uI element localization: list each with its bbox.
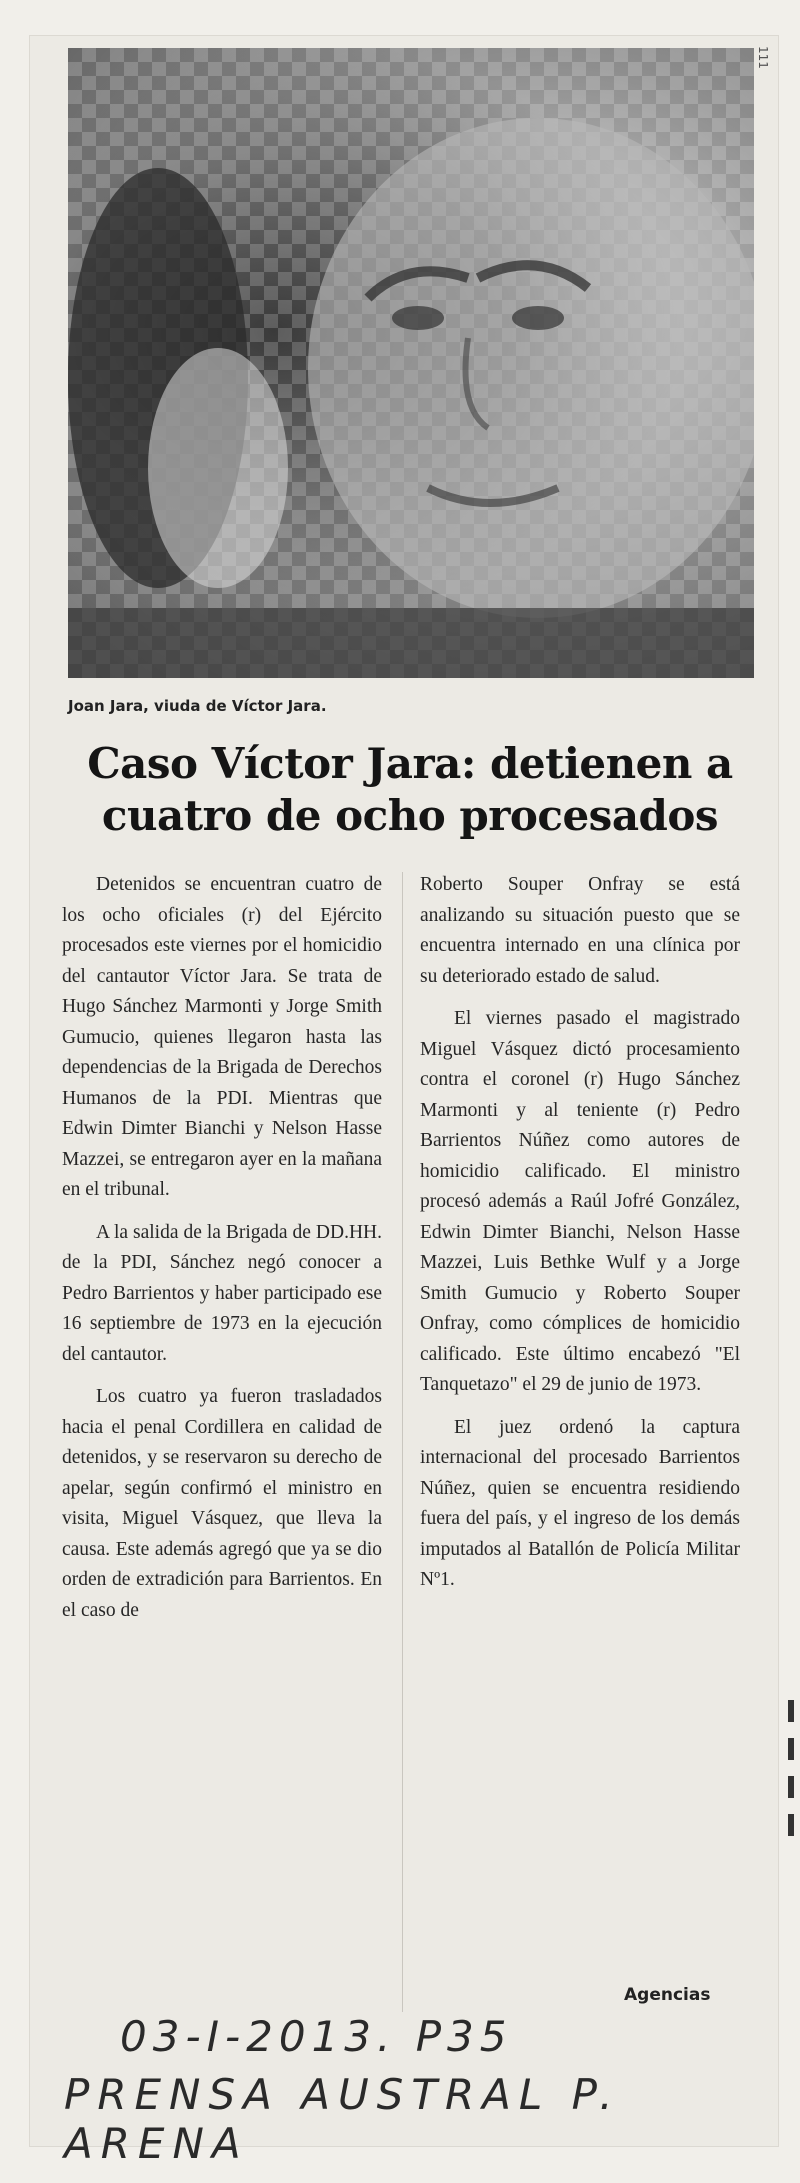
paragraph: Los cuatro ya fueron trasladados hacia el penal Cordillera en calidad de detenidos, y se reservaron su derecho de apelar, según confirmó el ministro en visita, Miguel Vásquez, que lleva la causa. Este además agregó que ya se dio orden de extradición para Barrientos. En el caso de — [62, 1386, 382, 1621]
edge-mark — [788, 1738, 794, 1760]
photo-caption: Joan Jara, viuda de Víctor Jara. — [68, 697, 327, 715]
paragraph: El juez ordenó la captura internacional del procesado Barrientos Núñez, quien se encuentra residiendo fuera del país, y el ingreso de los demás imputados al Batallón de Policía Militar Nº1. — [420, 1416, 740, 1590]
agency-credit: Agencias — [624, 1985, 711, 2005]
handwritten-date-note: 03-I-2013. P35 — [120, 2012, 513, 2061]
article-headline: Caso Víctor Jara: detienen a cuatro de ocho procesados — [87, 739, 733, 840]
paragraph: El viernes pasado el magistrado Miguel Vásquez dictó procesamiento contra el coronel (r) Hugo Sánchez Marmonti y al teniente (r) Pedro Barrientos Núñez como autores de homicidio calificado. El ministro procesó además a Raúl Jofré González, Edwin Dimter Bianchi, Nelson Hasse Mazzei, Luis Bethke Wulf y a Jorge Smith Gumucio y Roberto Souper Onfray, como cómplices de homicidio calificado. Este último encabezó "El Tanquetazo" el 29 de junio de 1973. — [420, 1008, 740, 1395]
edge-mark — [788, 1700, 794, 1722]
handwritten-source-note: PRENSA AUSTRAL P. ARENA — [64, 2070, 621, 2168]
portrait-photo-image — [68, 48, 754, 678]
column-divider — [402, 872, 403, 2012]
paragraph: A la salida de la Brigada de DD.HH. de la PDI, Sánchez negó conocer a Pedro Barrientos y haber participado ese 16 septiembre de 1973 en la ejecución del cantautor. — [62, 1221, 382, 1365]
news-photo — [68, 48, 754, 678]
edge-mark — [788, 1776, 794, 1798]
edge-mark — [788, 1814, 794, 1836]
adjacent-clipping-edge — [788, 1700, 800, 1960]
paragraph: Roberto Souper Onfray se está analizando su situación puesto que se encuentra internado en una clínica por su deteriorado estado de salud. — [420, 874, 740, 987]
article-column-1 — [62, 870, 382, 1638]
page-marker: 111 — [756, 46, 770, 69]
paragraph: Detenidos se encuentran cuatro de los ocho oficiales (r) del Ejército procesados este viernes por el homicidio del cantautor Víctor Jara. Se trata de Hugo Sánchez Marmonti y Jorge Smith Gumucio, quienes llegaron hasta las dependencias de la Brigada de Derechos Humanos de la PDI. Mientras que Edwin Dimter Bianchi y Nelson Hasse Mazzei, se entregaron ayer en la mañana en el tribunal. — [62, 874, 382, 1200]
article-column-2 — [420, 870, 740, 1608]
